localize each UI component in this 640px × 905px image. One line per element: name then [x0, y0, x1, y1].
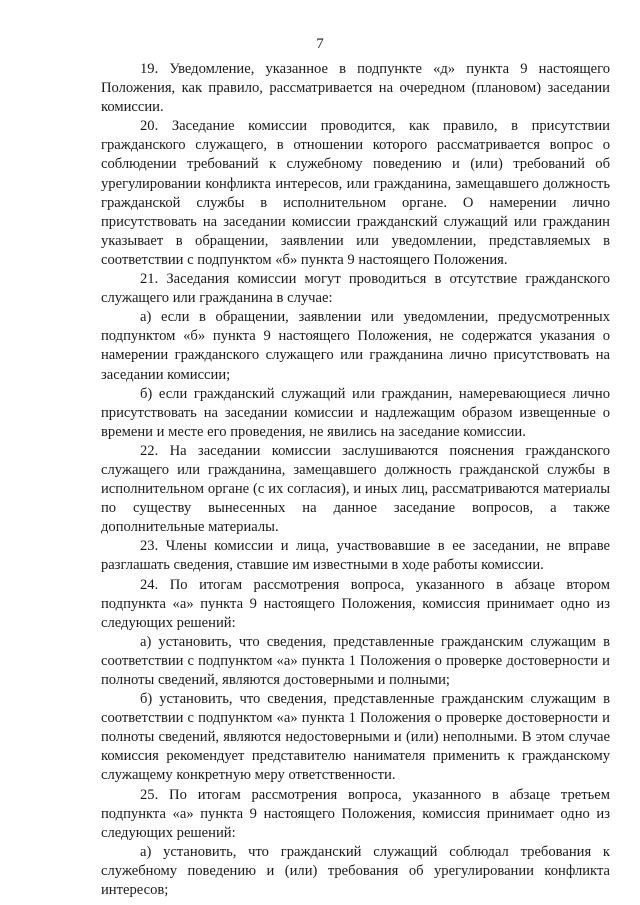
paragraph-20: 20. Заседание комиссии проводится, как правило, в присутствии гражданского служащего, в отношении которого рассматривается вопрос о соблюдении требований к служебному поведению и (или) требований об урегулировании конфликта интересов, или гражданина, замещавшего должность гражданской службы в исполнительном органе. О намерении лично присутствовать на заседании комиссии гражданский служащий или гражданин указывает в обращении, заявлении или уведомлении, представляемых в соответствии с подпунктом «б» пункта 9 настоящего Положения.: [101, 118, 610, 268]
paragraph-21-a: а) если в обращении, заявлении или уведомлении, предусмотренных подпунктом «б» пункта 9 настоящего Положения, не содержатся указания о намерении гражданского служащего или гражданина лично присутствовать на заседании комиссии;: [101, 309, 610, 383]
document-body: [101, 60, 610, 900]
paragraph-23: 23. Члены комиссии и лица, участвовавшие в ее заседании, не вправе разглашать сведения, ставшие им известными в ходе работы комиссии.: [101, 538, 610, 574]
paragraph-24-b: б) установить, что сведения, представленные гражданским служащим в соответствии с подпунктом «а» пункта 1 Положения о проверке достоверности и полноты сведений, являются недостоверными и (или) неполными. В этом случае комиссия рекомендует представителю нанимателя применить к гражданскому служащему конкретную меру ответственности.: [101, 691, 610, 784]
paragraph-21: 21. Заседания комиссии могут проводиться в отсутствие гражданского служащего или гражданина в случае:: [101, 271, 610, 307]
paragraph-24: 24. По итогам рассмотрения вопроса, указанного в абзаце втором подпункта «а» пункта 9 настоящего Положения, комиссия принимает одно из следующих решений:: [101, 576, 610, 631]
paragraph-25-a: а) установить, что гражданский служащий соблюдал требования к служебному поведению и (или) требования об урегулировании конфликта интересов;: [101, 843, 610, 899]
page-number: 7: [316, 36, 324, 52]
paragraph-25: 25. По итогам рассмотрения вопроса, указанного в абзаце третьем подпункта «а» пункта 9 настоящего Положения, комиссия принимает одно из следующих решений:: [101, 786, 610, 841]
paragraph-24-a: а) установить, что сведения, представленные гражданским служащим в соответствии с подпунктом «а» пункта 1 Положения о проверке достоверности и полноты сведений, являются достоверными и полными;: [101, 633, 610, 688]
paragraph-21-b: б) если гражданский служащий или гражданин, намеревающиеся лично присутствовать на заседании комиссии и надлежащим образом извещенные о времени и месте его проведения, не явились на заседание комиссии.: [101, 385, 610, 440]
paragraph-19: 19. Уведомление, указанное в подпункте «д» пункта 9 настоящего Положения, как правило, рассматривается на очередном (плановом) заседании комиссии.: [101, 61, 610, 116]
paragraph-22: 22. На заседании комиссии заслушиваются пояснения гражданского служащего или гражданина, замещавшего должность гражданской службы в исполнительном органе (с их согласия), и иных лиц, рассматриваются материалы по существу вынесенных на данное заседание вопросов, а также дополнительные материалы.: [101, 442, 610, 536]
